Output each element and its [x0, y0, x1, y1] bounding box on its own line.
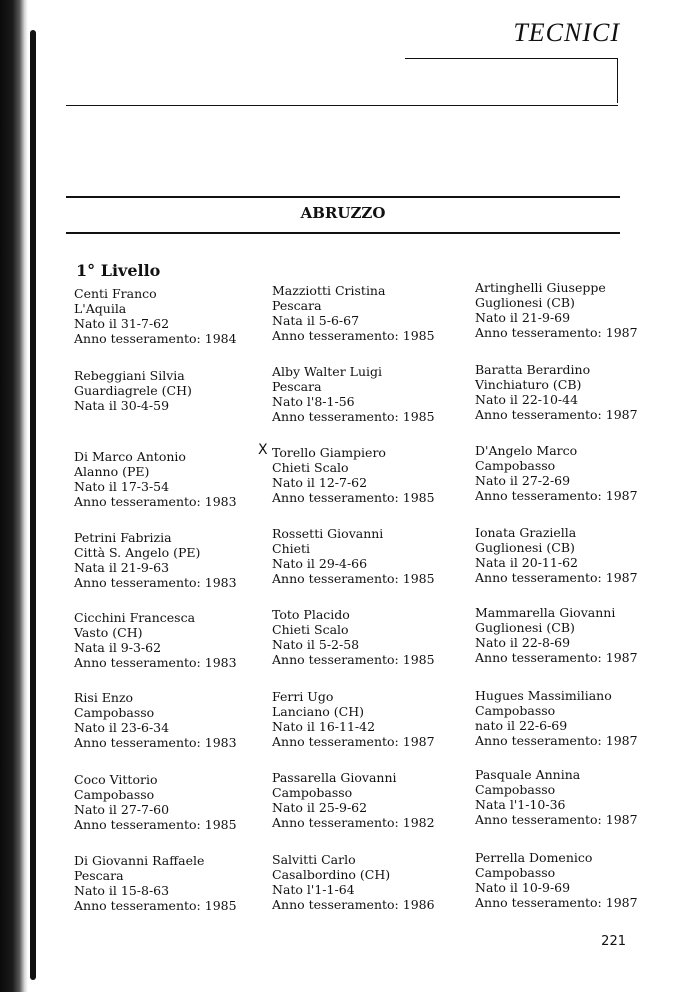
list-item — [272, 770, 472, 830]
book-spine-shadow — [0, 0, 28, 992]
entry-registration: Anno tesseramento: 1984 — [74, 331, 237, 346]
entry-place: Pescara — [74, 868, 124, 883]
entry-registration: Anno tesseramento: 1987 — [475, 733, 638, 748]
entry-name: Baratta Berardino — [475, 362, 591, 377]
entry-registration: Anno tesseramento: 1983 — [74, 494, 237, 509]
entry-name: Petrini Fabrizia — [74, 530, 172, 545]
entry-place: Lanciano (CH) — [272, 704, 365, 719]
entry-birth: Nato il 17-3-54 — [74, 479, 170, 494]
list-item — [74, 853, 274, 913]
page-number: 221 — [601, 934, 626, 949]
entry-birth: Nato l'1-1-64 — [272, 882, 355, 897]
list-item — [475, 850, 675, 910]
list-item — [74, 368, 274, 413]
entry-place: Campobasso — [272, 785, 353, 800]
list-item — [258, 442, 472, 505]
entry-place: Campobasso — [475, 865, 556, 880]
list-item — [272, 689, 472, 749]
entry-birth: nato il 22-6-69 — [475, 718, 568, 733]
entry-birth: Nato il 25-9-62 — [272, 800, 368, 815]
entry-name: Toto Placido — [272, 607, 350, 622]
entry-registration: Anno tesseramento: 1983 — [74, 575, 237, 590]
entry-registration: Anno tesseramento: 1983 — [74, 655, 237, 670]
entry-place: Guglionesi (CB) — [475, 540, 575, 555]
entry-place: Vasto (CH) — [74, 625, 143, 640]
section-header-title: TECNICI — [513, 18, 620, 47]
entry-place: Pescara — [272, 379, 322, 394]
entry-place: Campobasso — [475, 782, 556, 797]
entry-birth: Nato il 27-2-69 — [475, 473, 571, 488]
entry-name: Alby Walter Luigi — [272, 364, 382, 379]
entry-registration: Anno tesseramento: 1986 — [272, 897, 435, 912]
entry-registration: Anno tesseramento: 1987 — [475, 895, 638, 910]
entry-birth: Nata il 9-3-62 — [74, 640, 162, 655]
book-spine-edge — [30, 30, 36, 980]
entry-registration: Anno tesseramento: 1987 — [475, 325, 638, 340]
entry-name: Ferri Ugo — [272, 689, 334, 704]
list-item — [272, 852, 472, 912]
region-title: ABRUZZO — [300, 204, 386, 222]
handwritten-mark-icon: X — [258, 442, 268, 458]
entry-registration: Anno tesseramento: 1983 — [74, 735, 237, 750]
entry-registration: Anno tesseramento: 1982 — [272, 815, 435, 830]
list-item — [475, 525, 675, 585]
entry-birth: Nato il 10-9-69 — [475, 880, 571, 895]
header-rule — [66, 105, 618, 106]
entry-name: Centi Franco — [74, 286, 157, 301]
entry-registration: Anno tesseramento: 1985 — [74, 898, 237, 913]
entry-birth: Nata il 5-6-67 — [272, 313, 360, 328]
entry-registration: Anno tesseramento: 1987 — [475, 570, 638, 585]
entry-place: L'Aquila — [74, 301, 127, 316]
list-item — [74, 690, 274, 750]
entry-birth: Nata il 20-11-62 — [475, 555, 578, 570]
entry-name: Artinghelli Giuseppe — [475, 280, 606, 295]
list-item — [272, 283, 472, 343]
entry-birth: Nato il 16-11-42 — [272, 719, 376, 734]
entry-registration: Anno tesseramento: 1985 — [272, 652, 435, 667]
list-item — [475, 688, 675, 748]
entry-name: Torello Giampiero — [272, 445, 386, 460]
entry-place: Campobasso — [74, 705, 155, 720]
entry-birth: Nato il 21-9-69 — [475, 310, 571, 325]
entry-birth: Nato il 31-7-62 — [74, 316, 170, 331]
entry-name: Di Marco Antonio — [74, 449, 186, 464]
list-item — [74, 449, 274, 509]
entry-name: Cicchini Francesca — [74, 610, 196, 625]
list-item — [272, 607, 472, 667]
list-item — [475, 362, 675, 422]
entry-birth: Nata l'1-10-36 — [475, 797, 566, 812]
entry-place: Guglionesi (CB) — [475, 295, 575, 310]
entry-birth: Nato il 22-10-44 — [475, 392, 579, 407]
entry-birth: Nato l'8-1-56 — [272, 394, 355, 409]
entry-registration: Anno tesseramento: 1987 — [272, 734, 435, 749]
entry-registration: Anno tesseramento: 1987 — [475, 407, 638, 422]
entry-registration: Anno tesseramento: 1987 — [475, 812, 638, 827]
entry-place: Alanno (PE) — [74, 464, 150, 479]
list-item — [74, 286, 274, 346]
header-decorative-box — [405, 58, 618, 103]
entry-birth: Nato il 15-8-63 — [74, 883, 170, 898]
entry-birth: Nato il 22-8-69 — [475, 635, 571, 650]
entry-registration: Anno tesseramento: 1985 — [272, 409, 435, 424]
entry-name: Rebeggiani Silvia — [74, 368, 185, 383]
entry-name: Di Giovanni Raffaele — [74, 853, 205, 868]
list-item — [475, 280, 675, 340]
entry-name: Mammarella Giovanni — [475, 605, 616, 620]
list-item — [74, 772, 274, 832]
entry-name: Passarella Giovanni — [272, 770, 397, 785]
entry-birth: Nato il 23-6-34 — [74, 720, 170, 735]
entry-place: Chieti Scalo — [272, 622, 349, 637]
list-item — [74, 610, 274, 670]
entry-birth: Nato il 29-4-66 — [272, 556, 368, 571]
list-item — [475, 767, 675, 827]
entry-registration: Anno tesseramento: 1985 — [272, 571, 435, 586]
entry-birth: Nata il 21-9-63 — [74, 560, 170, 575]
entry-place: Chieti — [272, 541, 311, 556]
entry-birth: Nato il 5-2-58 — [272, 637, 360, 652]
entry-place: Città S. Angelo (PE) — [74, 545, 201, 560]
entry-place: Pescara — [272, 298, 322, 313]
entry-place: Chieti Scalo — [272, 460, 349, 475]
entry-name: Ionata Graziella — [475, 525, 577, 540]
entry-place: Campobasso — [475, 458, 556, 473]
region-rule-top — [66, 196, 620, 198]
entry-name: Hugues Massimiliano — [475, 688, 612, 703]
list-item — [272, 526, 472, 586]
entry-birth: Nata il 30-4-59 — [74, 398, 170, 413]
entry-place: Casalbordino (CH) — [272, 867, 391, 882]
entry-place: Campobasso — [475, 703, 556, 718]
entry-name: Risi Enzo — [74, 690, 134, 705]
entry-name: Salvitti Carlo — [272, 852, 356, 867]
entry-place: Campobasso — [74, 787, 155, 802]
entry-name: Coco Vittorio — [74, 772, 158, 787]
entry-name: D'Angelo Marco — [475, 443, 578, 458]
region-rule-bottom — [66, 232, 620, 234]
entry-birth: Nato il 12-7-62 — [272, 475, 368, 490]
entry-registration: Anno tesseramento: 1985 — [272, 490, 435, 505]
list-item — [475, 443, 675, 503]
entry-registration: Anno tesseramento: 1987 — [475, 488, 638, 503]
entry-place: Vinchiaturo (CB) — [475, 377, 582, 392]
entry-registration: Anno tesseramento: 1985 — [74, 817, 237, 832]
entry-birth: Nato il 27-7-60 — [74, 802, 170, 817]
entry-registration: Anno tesseramento: 1987 — [475, 650, 638, 665]
entry-name: Perrella Domenico — [475, 850, 593, 865]
list-item — [475, 605, 675, 665]
list-item — [272, 364, 472, 424]
entry-name: Rossetti Giovanni — [272, 526, 384, 541]
entry-name: Pasquale Annina — [475, 767, 581, 782]
list-item — [74, 530, 274, 590]
entry-registration: Anno tesseramento: 1985 — [272, 328, 435, 343]
entry-name: Mazziotti Cristina — [272, 283, 386, 298]
entry-place: Guardiagrele (CH) — [74, 383, 192, 398]
level-title: 1° Livello — [76, 261, 161, 280]
entry-place: Guglionesi (CB) — [475, 620, 575, 635]
